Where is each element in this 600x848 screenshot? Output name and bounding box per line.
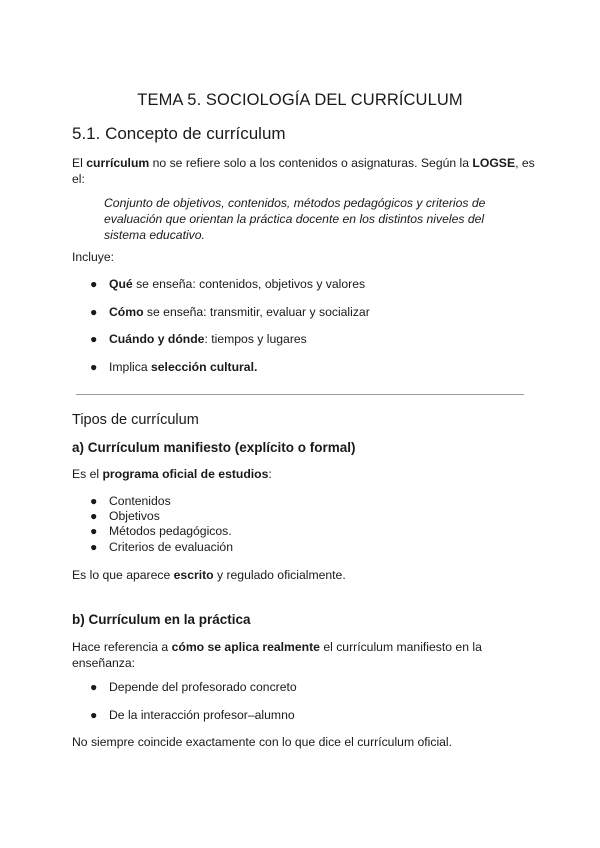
manifiesto-closing-post: y regulado oficialmente. [213, 568, 346, 582]
bullet-icon: ● [90, 360, 98, 374]
manifiesto-intro [72, 466, 542, 482]
manifiesto-item-text: Contenidos [109, 494, 171, 508]
manifiesto-item [90, 523, 232, 539]
bullet-icon: ● [90, 708, 98, 722]
incluye-item-text: Implica [109, 360, 151, 374]
intro-text-2: no se refiere solo a los contenidos o asignaturas. Según la [149, 156, 473, 170]
intro-bold-curriculum: currículum [86, 156, 150, 170]
incluye-item [90, 359, 257, 375]
bullet-icon: ● [90, 540, 98, 554]
bullet-icon: ● [90, 509, 98, 523]
bullet-icon: ● [90, 524, 98, 538]
manifiesto-intro-post: : [268, 467, 272, 481]
incluye-label: Incluye: [72, 250, 115, 264]
practica-item-text: De la interacción profesor–alumno [109, 708, 295, 722]
tipos-heading: Tipos de currículum [72, 412, 199, 428]
practica-item-text: Depende del profesorado concreto [109, 680, 297, 694]
intro-paragraph [72, 155, 542, 187]
horizontal-divider [76, 394, 524, 395]
incluye-item-bold: Cuándo y dónde [109, 332, 205, 346]
manifiesto-item-text: Objetivos [109, 509, 160, 523]
section-heading: 5.1. Concepto de currículum [72, 124, 286, 143]
practica-intro [72, 639, 542, 671]
manifiesto-item [90, 508, 160, 524]
manifiesto-intro-pre: Es el [72, 467, 103, 481]
bullet-icon: ● [90, 680, 98, 694]
manifiesto-item [90, 539, 233, 555]
incluye-item-bold: Cómo [109, 305, 144, 319]
incluye-item [90, 276, 365, 292]
intro-bold-logse: LOGSE [472, 156, 516, 170]
bullet-icon: ● [90, 332, 98, 346]
incluye-item-text: se enseña: contenidos, objetivos y valores [132, 277, 366, 291]
manifiesto-item-text: Criterios de evaluación [109, 540, 233, 554]
manifiesto-closing-pre: Es lo que aparece [72, 568, 174, 582]
practica-item [90, 707, 295, 723]
definition-quote: Conjunto de objetivos, contenidos, métodos pedagógicos y criterios de evaluación que orientan la práctica docente en los distintos niveles del sistema educativo. [104, 196, 486, 242]
bullet-icon: ● [90, 277, 98, 291]
practica-heading: b) Currículum en la práctica [72, 612, 251, 627]
manifiesto-intro-bold: programa oficial de estudios [102, 467, 269, 481]
incluye-item-bold: Qué [109, 277, 133, 291]
practica-item [90, 679, 297, 695]
manifiesto-item-text: Métodos pedagógicos. [109, 524, 232, 538]
incluye-item-text: se enseña: transmitir, evaluar y socializar [143, 305, 370, 319]
incluye-item [90, 304, 370, 320]
manifiesto-heading: a) Currículum manifiesto (explícito o formal) [72, 440, 356, 455]
intro-text-1: El [72, 156, 87, 170]
bullet-icon: ● [90, 494, 98, 508]
practica-intro-post: el currículum manifiesto en la enseñanza: [72, 640, 482, 670]
document-title: TEMA 5. SOCIOLOGÍA DEL CURRÍCULUM [137, 91, 463, 109]
practica-closing: No siempre coincide exactamente con lo que dice el currículum oficial. [72, 735, 453, 749]
manifiesto-closing [72, 567, 542, 583]
incluye-item-bold: selección cultural. [151, 360, 258, 374]
incluye-item-text: : tiempos y lugares [204, 332, 307, 346]
manifiesto-item [90, 493, 171, 509]
practica-intro-bold: cómo se aplica realmente [171, 640, 320, 654]
manifiesto-closing-bold: escrito [173, 568, 214, 582]
incluye-item [90, 331, 307, 347]
practica-intro-pre: Hace referencia a [72, 640, 172, 654]
bullet-icon: ● [90, 305, 98, 319]
intro-text-3: , es el: [72, 156, 535, 186]
